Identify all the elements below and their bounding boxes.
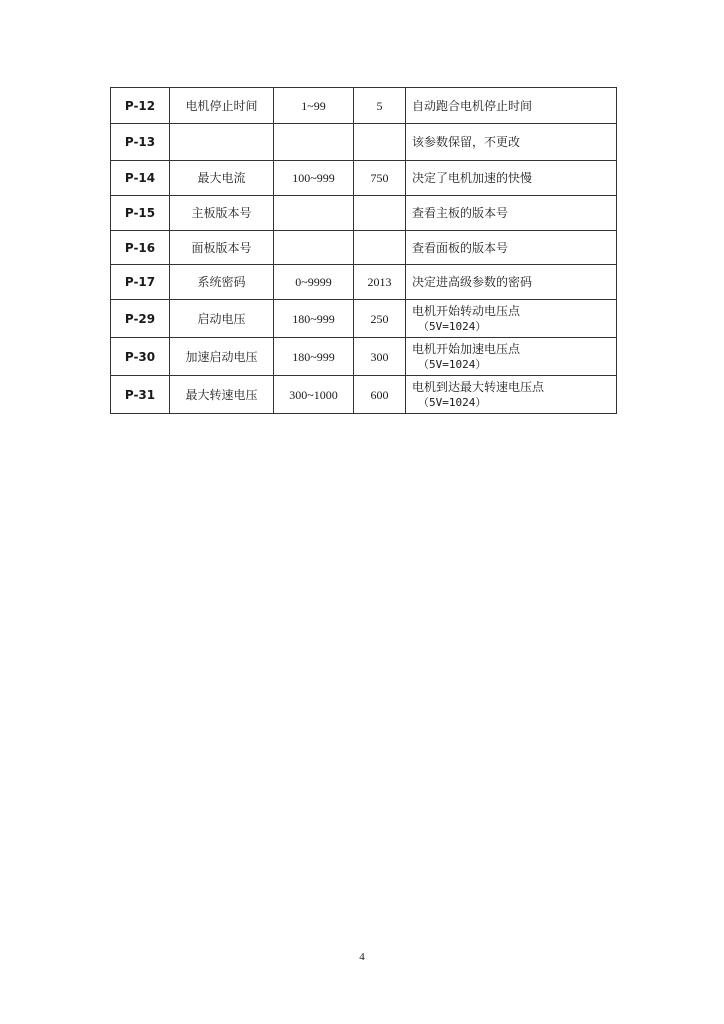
table-row [111, 124, 617, 161]
param-code: P-14 [111, 161, 170, 196]
param-default: 2013 [354, 265, 406, 300]
param-name: 面板版本号 [170, 231, 274, 265]
param-description [406, 376, 617, 414]
param-code: P-29 [111, 300, 170, 338]
param-name: 电机停止时间 [170, 88, 274, 124]
parameter-table-body [111, 88, 617, 414]
param-range: 0~9999 [274, 265, 354, 300]
param-code: P-13 [111, 124, 170, 161]
param-range [274, 196, 354, 231]
param-code: P-16 [111, 231, 170, 265]
param-code: P-30 [111, 338, 170, 376]
param-description-note: （5V=1024） [418, 357, 487, 371]
table-row [111, 88, 617, 124]
param-default: 250 [354, 300, 406, 338]
param-range: 180~999 [274, 300, 354, 338]
param-default [354, 124, 406, 161]
param-default: 600 [354, 376, 406, 414]
param-code: P-12 [111, 88, 170, 124]
param-range [274, 231, 354, 265]
param-description-note: （5V=1024） [418, 319, 487, 333]
page-number: 4 [359, 951, 365, 963]
param-name: 启动电压 [170, 300, 274, 338]
param-name: 最大电流 [170, 161, 274, 196]
param-description-text: 电机开始加速电压点 [412, 341, 521, 356]
table-row [111, 376, 617, 414]
param-code: P-17 [111, 265, 170, 300]
table-row [111, 338, 617, 376]
param-default: 750 [354, 161, 406, 196]
param-description-text: 电机到达最大转速电压点 [412, 379, 545, 394]
param-description [406, 300, 617, 338]
table-row [111, 161, 617, 196]
param-description: 查看主板的版本号 [406, 196, 617, 231]
param-code: P-31 [111, 376, 170, 414]
param-description: 决定进高级参数的密码 [406, 265, 617, 300]
table-row [111, 196, 617, 231]
param-name: 系统密码 [170, 265, 274, 300]
table-row [111, 300, 617, 338]
param-description: 决定了电机加速的快慢 [406, 161, 617, 196]
param-description [406, 338, 617, 376]
param-name: 主板版本号 [170, 196, 274, 231]
param-code: P-15 [111, 196, 170, 231]
param-default: 300 [354, 338, 406, 376]
param-description: 查看面板的版本号 [406, 231, 617, 265]
param-name [170, 124, 274, 161]
param-range [274, 124, 354, 161]
param-default [354, 231, 406, 265]
param-default [354, 196, 406, 231]
param-description-note: （5V=1024） [418, 395, 487, 409]
param-default: 5 [354, 88, 406, 124]
param-range: 300~1000 [274, 376, 354, 414]
param-range: 1~99 [274, 88, 354, 124]
param-description-text: 电机开始转动电压点 [412, 303, 521, 318]
param-name: 加速启动电压 [170, 338, 274, 376]
table-row [111, 265, 617, 300]
param-description: 自动跑合电机停止时间 [406, 88, 617, 124]
param-range: 100~999 [274, 161, 354, 196]
param-range: 180~999 [274, 338, 354, 376]
table-row [111, 231, 617, 265]
param-description: 该参数保留，不更改 [406, 124, 617, 161]
parameter-table [110, 87, 617, 414]
param-name: 最大转速电压 [170, 376, 274, 414]
